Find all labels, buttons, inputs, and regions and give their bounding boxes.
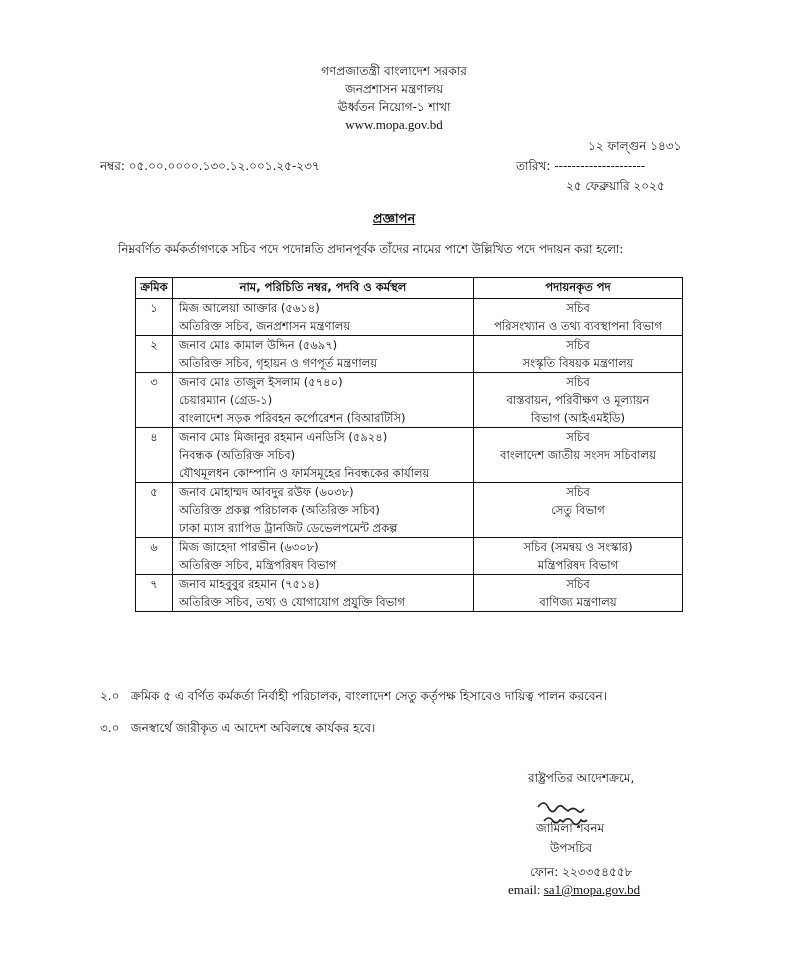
website-link[interactable]: www.mopa.gov.bd (345, 117, 443, 132)
post-line: বাস্তবায়ন, পরিবীক্ষণ ও মূল্যায়ন (506, 393, 650, 407)
table-row (136, 575, 683, 612)
signatory-email (508, 882, 640, 898)
name-line: জনাব মাহবুবুর রহমান (৭৫১৪) (179, 577, 320, 591)
clause-3 (100, 720, 375, 740)
col-header-post: পদায়নকৃত পদ (474, 278, 683, 299)
post-line: সচিব (566, 301, 590, 315)
row-serial: ২ (136, 336, 173, 373)
memo-number-label: নম্বর: (100, 159, 125, 173)
name-line: অতিরিক্ত সচিব, জনপ্রশাসন মন্ত্রণালয় (179, 319, 351, 333)
row-posting (474, 483, 683, 538)
row-name-details (173, 336, 474, 373)
date-field (516, 158, 645, 178)
name-line: জনাব মোহাম্মদ আবদুর রউফ (৬০৩৮) (179, 485, 354, 499)
date-label: তারিখ: (516, 159, 551, 173)
table-header-row (136, 278, 683, 299)
ministry-header-line2: জনপ্রশাসন মন্ত্রণালয় (344, 82, 444, 96)
col-header-serial: ক্রমিক (136, 278, 173, 299)
notice-intro: নিম্নবর্ণিত কর্মকর্তাগণকে সচিব পদে পদোন্নতি প্রদানপূর্বক তাঁদের নামের পাশে উল্লিখিত পদে পদায়ন করা হলো: (118, 242, 624, 256)
phone-value: ২২৩৩৫৪৫৫৮ (562, 865, 633, 879)
clause-2 (100, 688, 607, 708)
name-line: বাংলাদেশ সড়ক পরিবহন কর্পোরেশন (বিআরটিসি) (179, 411, 406, 425)
row-name-details (173, 538, 474, 575)
row-posting (474, 575, 683, 612)
email-label: email: (508, 882, 541, 897)
row-serial: ৪ (136, 428, 173, 483)
row-serial: ১ (136, 299, 173, 336)
post-line: বাংলাদেশ জাতীয় সংসদ সচিবালয় (500, 448, 656, 462)
notice-title: প্রজ্ঞাপন (372, 212, 416, 227)
signatory-phone (530, 864, 632, 884)
name-line: মিজ জাহেদা পারভীন (৬৩০৮) (179, 540, 319, 554)
row-posting (474, 428, 683, 483)
row-serial: ৫ (136, 483, 173, 538)
post-line: সচিব (সমন্বয় ও সংস্কার) (523, 540, 633, 554)
table-row (136, 538, 683, 575)
table-row (136, 336, 683, 373)
post-line: সচিব (566, 485, 590, 499)
clause-text: জনস্বার্থে জারীকৃত এ আদেশ অবিলম্বে কার্যকর হবে। (130, 721, 376, 735)
name-line: যৌথমূলধন কোম্পানি ও ফার্মসমূহের নিবন্ধকের কার্যালয় (179, 466, 430, 480)
date-line: --------------------- (554, 159, 646, 173)
post-line: সচিব (566, 577, 590, 591)
name-line: নিবন্ধক (অতিরিক্ত সচিব) (179, 448, 296, 462)
date-gregorian: ২৫ ফেব্রুয়ারি ২০২৫ (566, 179, 665, 193)
row-serial: ৭ (136, 575, 173, 612)
clause-text: ক্রমিক ৫ এ বর্ণিত কর্মকর্তা নির্বাহী পরিচালক, বাংলাদেশ সেতু কর্তৃপক্ষ হিসাবেও দায়িত্ব পালন করবেন। (130, 689, 608, 703)
post-line: বাণিজ্য মন্ত্রণালয় (539, 595, 617, 609)
ministry-header-line3: ঊর্ধ্বতন নিয়োগ-১ শাখা (337, 100, 451, 114)
row-name-details (173, 483, 474, 538)
post-line: বিভাগ (আইএমইডি) (530, 411, 626, 425)
name-line: চেয়ারম্যান (গ্রেড-১) (179, 393, 273, 407)
post-line: সংস্কৃতি বিষয়ক মন্ত্রণালয় (522, 356, 634, 370)
table-row (136, 483, 683, 538)
name-line: জনাব মোঃ তাজুল ইসলাম (৫৭৪০) (179, 375, 343, 389)
date-bangla: ১২ ফাল্গুন ১৪৩১ (588, 139, 682, 153)
name-line: অতিরিক্ত সচিব, তথ্য ও যোগাযোগ প্রযুক্তি বিভাগ (179, 595, 406, 609)
name-line: অতিরিক্ত সচিব, গৃহায়ন ও গণপূর্ত মন্ত্রণালয় (179, 356, 378, 370)
row-posting (474, 538, 683, 575)
row-posting (474, 336, 683, 373)
email-link[interactable]: sa1@mopa.gov.bd (543, 882, 641, 897)
phone-label: ফোন: (530, 865, 559, 879)
clause-number: ২.০ (100, 689, 120, 703)
row-posting (474, 373, 683, 428)
order-of-president: রাষ্ট্রপতির আদেশক্রমে, (528, 771, 635, 785)
signatory-name: জামিলা শবনম (536, 821, 605, 835)
clause-number: ৩.০ (100, 721, 120, 735)
row-name-details (173, 373, 474, 428)
post-line: পরিসংখ্যান ও তথ্য ব্যবস্থাপনা বিভাগ (494, 319, 662, 333)
row-serial: ৬ (136, 538, 173, 575)
row-name-details (173, 428, 474, 483)
name-line: অতিরিক্ত প্রকল্প পরিচালক (অতিরিক্ত সচিব) (179, 503, 380, 517)
name-line: মিজ আলেয়া আক্তার (৫৬১৪) (179, 301, 320, 315)
row-name-details (173, 575, 474, 612)
signatory-designation: উপসচিব (550, 841, 593, 855)
table-row (136, 428, 683, 483)
post-line: মন্ত্রিপরিষদ বিভাগ (537, 558, 619, 572)
name-line: জনাব মোঃ কামাল উদ্দিন (৫৬৯৭) (179, 338, 338, 352)
row-name-details (173, 299, 474, 336)
memo-number (100, 158, 320, 178)
memo-number-value: ০৫.০০.০০০০.১৩০.১২.০০১.২৫-২৩৭ (128, 159, 320, 173)
row-serial: ৩ (136, 373, 173, 428)
col-header-name: নাম, পরিচিতি নম্বর, পদবি ও কর্মস্থল (173, 278, 474, 299)
promotion-table (135, 277, 683, 612)
name-line: জনাব মোঃ মিজানুর রহমান এনডিসি (৫৯২৪) (179, 430, 388, 444)
post-line: সচিব (566, 338, 590, 352)
post-line: সচিব (566, 375, 590, 389)
post-line: সেতু বিভাগ (551, 503, 605, 517)
ministry-header-line1: গণপ্রজাতন্ত্রী বাংলাদেশ সরকার (321, 64, 467, 78)
table-row (136, 299, 683, 336)
post-line: সচিব (566, 430, 590, 444)
name-line: অতিরিক্ত সচিব, মন্ত্রিপরিষদ বিভাগ (179, 558, 337, 572)
name-line: ঢাকা ম্যাস র‍্যাপিড ট্রানজিট ডেভেলপমেন্ট প্রকল্প (179, 521, 398, 535)
table-row (136, 373, 683, 428)
row-posting (474, 299, 683, 336)
